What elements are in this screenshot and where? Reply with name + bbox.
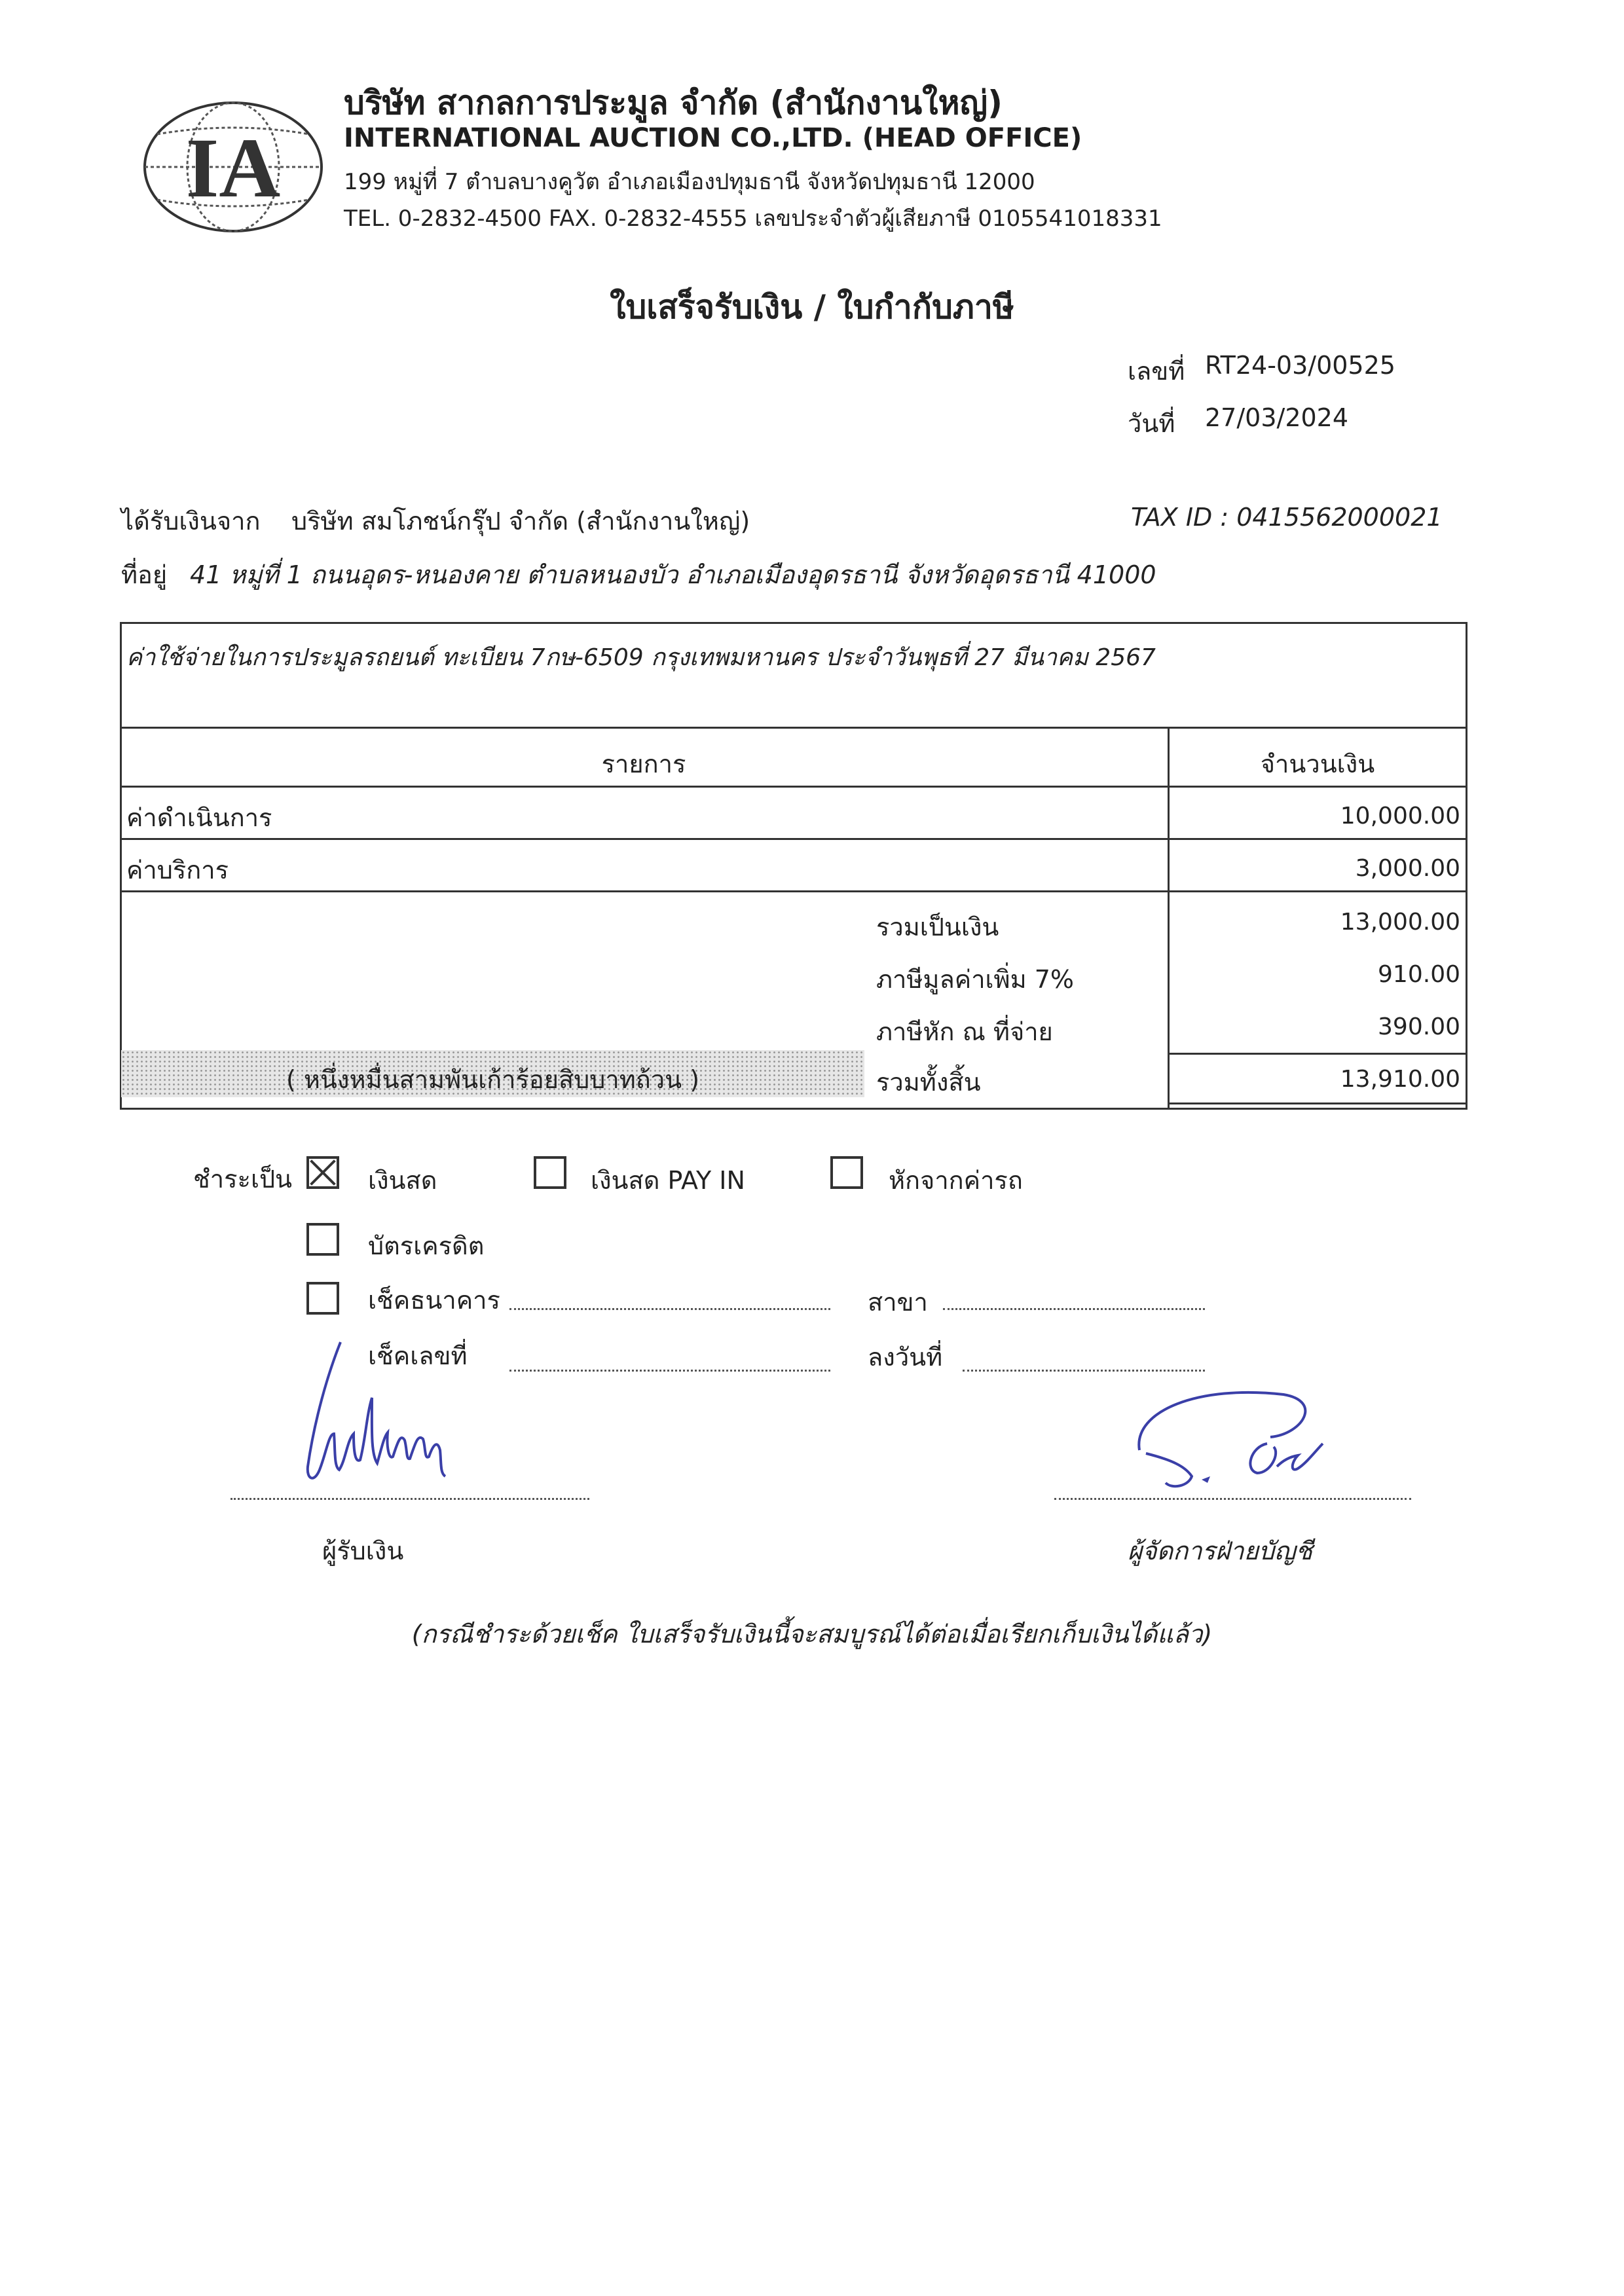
svg-text:IA: IA xyxy=(185,121,281,215)
company-contact: TEL. 0-2832-4500 FAX. 0-2832-4555 เลขประจำตัวผู้เสียภาษี 0105541018331 xyxy=(344,206,1162,232)
credit-card-checkbox[interactable] xyxy=(306,1223,339,1256)
amount-in-words: ( หนึ่งหมื่นสามพันเก้าร้อยสิบบาทถ้วน ) xyxy=(286,1065,700,1094)
payment-method-label: ชำระเป็น xyxy=(193,1165,293,1194)
branch-field[interactable] xyxy=(943,1308,1205,1310)
column-header-amount: จำนวนเงิน xyxy=(1260,750,1375,778)
total-label: รวมทั้งสิ้น xyxy=(876,1068,981,1097)
deduct-from-car-checkbox[interactable] xyxy=(830,1156,863,1189)
receipt-number: RT24-03/00525 xyxy=(1205,351,1395,380)
manager-signature xyxy=(1126,1385,1375,1503)
line-item-amount: 3,000.00 xyxy=(1355,855,1460,882)
received-from-label: ได้รับเงินจาก xyxy=(121,507,261,536)
auction-description: ค่าใช้จ่ายในการประมูลรถยนต์ ทะเบียน 7กษ-6509 กรุงเทพมหานคร ประจำวันพุธที่ 27 มีนาคม 2567 xyxy=(126,644,1156,671)
company-logo xyxy=(141,98,325,236)
accounting-manager-label: ผู้จัดการฝ่ายบัญชี xyxy=(1128,1537,1313,1565)
cheque-number-label: เช็คเลขที่ xyxy=(368,1341,468,1370)
cheque-date-label: ลงวันที่ xyxy=(868,1343,943,1372)
table-rule xyxy=(122,727,1466,729)
customer-name: บริษัท สมโภชน์กรุ๊ป จำกัด (สำนักงานใหญ่) xyxy=(291,507,750,536)
table-rule xyxy=(122,786,1466,788)
customer-address-label: ที่อยู่ xyxy=(121,560,168,589)
cash-label: เงินสด xyxy=(368,1166,437,1195)
bank-name-field[interactable] xyxy=(509,1308,830,1310)
subtotal-label: รวมเป็นเงิน xyxy=(876,913,999,941)
vat-amount: 910.00 xyxy=(1378,961,1460,988)
bank-cheque-checkbox[interactable] xyxy=(306,1282,339,1315)
manager-signature-line xyxy=(1054,1498,1411,1500)
company-address: 199 หมู่ที่ 7 ตำบลบางคูวัต อำเภอเมืองปทุมธานี จังหวัดปทุมธานี 12000 xyxy=(344,169,1035,195)
cheque-number-field[interactable] xyxy=(509,1370,830,1372)
withholding-tax-label: ภาษีหัก ณ ที่จ่าย xyxy=(876,1017,1053,1046)
total-amount: 13,910.00 xyxy=(1340,1066,1460,1093)
line-item-label: ค่าบริการ xyxy=(126,856,229,884)
receipt-number-label: เลขที่ xyxy=(1128,357,1185,386)
line-item-label: ค่าดำเนินการ xyxy=(126,803,272,832)
table-rule xyxy=(122,890,1466,892)
receiver-label: ผู้รับเงิน xyxy=(322,1537,404,1565)
bank-cheque-label: เช็คธนาคาร xyxy=(368,1286,500,1315)
customer-address: 41 หมู่ที่ 1 ถนนอุดร-หนองคาย ตำบลหนองบัว อำเภอเมืองอุดรธานี จังหวัดอุดรธานี 41000 xyxy=(190,560,1156,589)
line-item-amount: 10,000.00 xyxy=(1340,803,1460,829)
table-column-divider xyxy=(1168,727,1170,1110)
receiver-signature xyxy=(288,1336,471,1499)
receiver-signature-line xyxy=(231,1498,589,1500)
subtotal-amount: 13,000.00 xyxy=(1340,909,1460,936)
table-rule xyxy=(122,838,1466,840)
cash-payin-checkbox[interactable] xyxy=(534,1156,566,1189)
branch-label: สาขา xyxy=(868,1288,928,1317)
receipt-date: 27/03/2024 xyxy=(1205,403,1349,432)
deduct-from-car-label: หักจากค่ารถ xyxy=(889,1166,1023,1195)
withholding-tax-amount: 390.00 xyxy=(1378,1013,1460,1040)
credit-card-label: บัตรเครดิต xyxy=(368,1231,485,1260)
cash-checkbox[interactable] xyxy=(306,1156,339,1189)
customer-tax-id: TAX ID : 0415562000021 xyxy=(1131,503,1443,532)
table-rule xyxy=(1170,1053,1466,1055)
cheque-payment-note: (กรณีชำระด้วยเช็ค ใบเสร็จรับเงินนี้จะสมบูรณ์ได้ต่อเมื่อเรียกเก็บเงินได้แล้ว) xyxy=(411,1620,1213,1649)
items-table xyxy=(120,622,1467,1110)
company-name-thai: บริษัท สากลการประมูล จำกัด (สำนักงานใหญ่) xyxy=(344,84,1003,122)
document-title: ใบเสร็จรับเงิน / ใบกำกับภาษี xyxy=(610,288,1014,326)
cheque-date-field[interactable] xyxy=(963,1370,1205,1372)
cash-payin-label: เงินสด PAY IN xyxy=(591,1166,745,1195)
column-header-item: รายการ xyxy=(601,750,686,778)
table-rule xyxy=(1170,1102,1466,1104)
company-name-english: INTERNATIONAL AUCTION CO.,LTD. (HEAD OFFICE) xyxy=(344,123,1082,153)
vat-label: ภาษีมูลค่าเพิ่ม 7% xyxy=(876,965,1074,994)
receipt-date-label: วันที่ xyxy=(1128,409,1175,438)
